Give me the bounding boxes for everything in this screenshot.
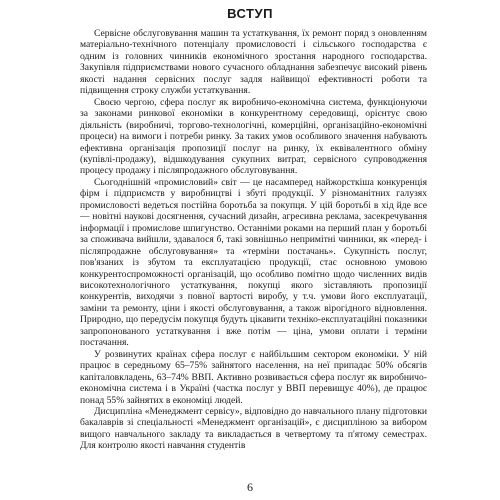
paragraph-5: Дисципліна «Менеджмент сервісу», відповідно до навчального плану підготовки бакалаврів зі спеціальності «Менеджмент організацій», є дисципліною за вибором вищого навчального закладу та викладається в четвертому та п'ятому семестрах. Для контролю якості навчання студентів — [80, 405, 427, 452]
paragraph-1: Сервісне обслуговування машин та устаткування, їх ремонт поряд з оновленням матеріально-технічного потенціалу промисловості і сільського господарства є одним із головних чинників економічного зростання народного господарства. Закупівля підприємствами нового сучасного обладнання забезпечує високий рівень якості надання сервісних послуг задля найвищої ефективності роботи та підвищення строку служби устаткування. — [80, 28, 427, 97]
paragraph-4: У розвинутих країнах сфера послуг є найбільшим сектором економіки. У ній працює в середньому 65–75% зайнятого населення, на неї припадає 50% обсягів капіталовкладень, 63–74% ВВП. Активно розвивається сфера послуг як виробничо-економічна система і в Україні (частка послуг у ВВП перевищує 40%), де працює понад 55% зайнятих в економіці людей. — [80, 348, 427, 406]
page-body — [80, 28, 427, 452]
paragraph-2: Своєю чергою, сфера послуг як виробничо-економічна система, функціонуючи за законами ринкової економіки в конкурентному середовищі, орієнтує свою діяльність (виробничі, торгово-технологічні, комерційні, організаційно-економічні процеси) на вимоги і потреби ринку. За таких умов особливого значення набувають ефективна організація пропозиції послуг на ринку, їх еквівалентного обміну (купівлі-продажу), відшкодування сукупних витрат, сервісного супроводження процесу продажу і післяпродажного обслуговування. — [80, 96, 427, 177]
paragraph-3: Сьогоднішній «промисловий» світ — це насамперед найжорсткіша конкуренція фірм і підприємств у виробництві і збуті продукції. У різноманітних галузях промисловості ведеться постійна боротьба за покупця. У цій боротьбі в хід йде все — новітні наукові досягнення, сучасний дизайн, агресивна реклама, засекречування інформації і промислове шпигунство. Останніми роками на перший план у боротьбі за споживача вийшли, здавалося б, такі зовнішньо непримітні чинники, як «перед- і післяпродажне обслуговування» та «терміни постачань». Сукупність послуг, пов'язаних із збутом та експлуатацією продукції, стає основною умовою конкурентоспроможності організацій, що особливо помітно щодо численних видів високотехнологічного устаткування, покупці якого зіставляють пропозиції конкурентів, виходячи з повної вартості виробу, у т.ч. умови його експлуатації, заміни та ремонту, ціни і якості обслуговування, а також вірогідного відновлення. Природно, що передусім покупця будуть цікавити техніко-експлуатаційні показники запропонованого устаткування і вже потім — ціна, умови оплати і терміни постачання. — [80, 176, 427, 349]
page-title: ВСТУП — [227, 6, 273, 21]
page-number: 6 — [247, 480, 253, 494]
